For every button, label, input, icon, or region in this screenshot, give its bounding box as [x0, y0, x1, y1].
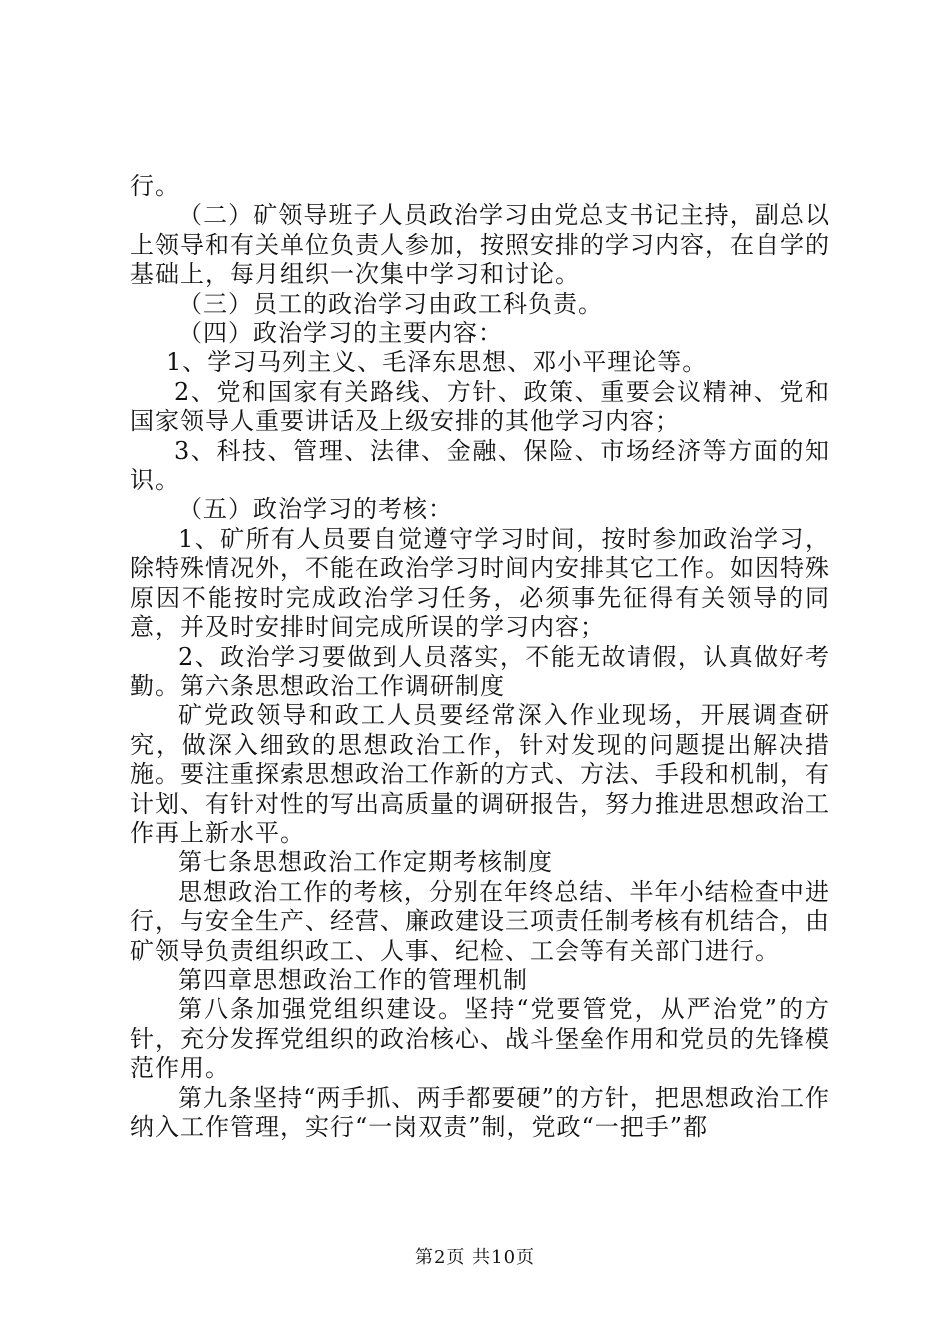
paragraph-9: 1、矿所有人员要自觉遵守学习时间，按时参加政治学习，除特殊情况外，不能在政治学习时间内安排其它工作。如因特殊原因不能按时完成政治学习任务，必须事先征得有关领导的同意，并及时安排时间完成所误的学习内容； — [130, 524, 830, 642]
paragraph-12: 第七条思想政治工作定期考核制度 — [178, 848, 553, 877]
paragraph-11: 矿党政领导和政工人员要经常深入作业现场，开展调查研究，做深入细致的思想政治工作，针对发现的问题提出解决措施。要注重探索思想政治工作新的方式、方法、手段和机制，有计划、有针对性的写出高质量的调研报告，努力推进思想政治工作再上新水平。 — [130, 701, 830, 847]
paragraph-7: 3、科技、管理、法律、金融、保险、市场经济等方面的知识。 — [130, 436, 830, 495]
paragraph-8: （五）政治学习的考核： — [178, 495, 453, 524]
paragraph-16: 第九条坚持“两手抓、两手都要硬”的方针，把思想政治工作纳入工作管理，实行“一岗双责”制，党政“一把手”都 — [130, 1083, 830, 1141]
paragraph-2: （二）矿领导班子人员政治学习由党总支书记主持，副总以上领导和有关单位负责人参加，按照安排的学习内容，在自学的基础上，每月组织一次集中学习和讨论。 — [130, 201, 830, 289]
paragraph-5: 1、学习马列主义、毛泽东思想、邓小平理论等。 — [166, 348, 708, 377]
document-body — [130, 172, 830, 1142]
paragraph-6: 2、党和国家有关路线、方针、政策、重要会议精神、党和国家领导人重要讲话及上级安排的其他学习内容； — [130, 377, 830, 436]
paragraph-3: （三）员工的政治学习由政工科负责。 — [178, 289, 603, 318]
paragraph-15: 第八条加强党组织建设。坚持“党要管党，从严治党”的方针，充分发挥党组织的政治核心、战斗堡垒作用和党员的先锋模范作用。 — [130, 995, 830, 1083]
paragraph-1: 行。 — [130, 172, 180, 200]
paragraph-10: 2、政治学习要做到人员落实，不能无故请假，认真做好考勤。第六条思想政治工作调研制度 — [130, 642, 830, 700]
page-number-footer: 第2页 共10页 — [414, 1247, 536, 1268]
paragraph-14: 第四章思想政治工作的管理机制 — [178, 965, 528, 994]
paragraph-13: 思想政治工作的考核，分别在年终总结、半年小结检查中进行，与安全生产、经营、廉政建设三项责任制考核有机结合，由矿领导负责组织政工、人事、纪检、工会等有关部门进行。 — [130, 877, 830, 965]
paragraph-4: （四）政治学习的主要内容： — [178, 319, 503, 348]
